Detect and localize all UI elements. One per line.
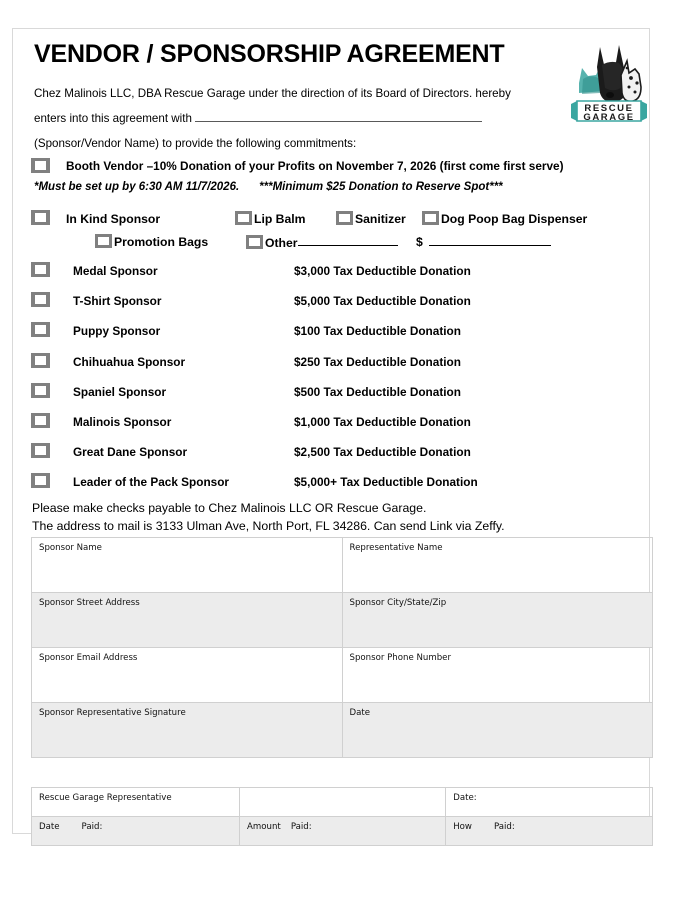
lip-balm-label: Lip Balm bbox=[254, 211, 306, 226]
dog-poop-bag-dispenser-option[interactable] bbox=[422, 211, 587, 226]
tier-name: T-Shirt Sponsor bbox=[73, 294, 162, 309]
field-how-paid[interactable] bbox=[446, 817, 653, 846]
document-page bbox=[12, 28, 650, 834]
table-row bbox=[32, 703, 653, 758]
other-label: Other bbox=[265, 235, 298, 250]
in-kind-sponsor-label: In Kind Sponsor bbox=[66, 211, 161, 226]
rescue-garage-logo bbox=[569, 35, 649, 129]
field-sponsor-street-address[interactable]: Sponsor Street Address bbox=[32, 593, 343, 648]
tier-checkbox-medal[interactable] bbox=[31, 262, 50, 277]
sponsor-info-table bbox=[31, 537, 653, 758]
tier-checkbox-leader-of-the-pack[interactable] bbox=[31, 473, 50, 488]
field-amount-paid[interactable] bbox=[240, 817, 446, 846]
field-date-paid[interactable] bbox=[32, 817, 240, 846]
promotion-bags-option[interactable] bbox=[95, 234, 208, 249]
field-representative-name[interactable]: Representative Name bbox=[342, 538, 653, 593]
tier-checkbox-spaniel[interactable] bbox=[31, 383, 50, 398]
field-sponsor-city-state-zip[interactable]: Sponsor City/State/Zip bbox=[342, 593, 653, 648]
field-rescue-garage-representative[interactable]: Rescue Garage Representative bbox=[32, 788, 240, 817]
tier-amount: $100 Tax Deductible Donation bbox=[294, 324, 461, 339]
booth-note-minimum: ***Minimum $25 Donation to Reserve Spot*** bbox=[259, 181, 503, 193]
intro-line-2 bbox=[34, 106, 579, 131]
tier-amount: $3,000 Tax Deductible Donation bbox=[294, 264, 471, 278]
logo-text-line2: GARAGE bbox=[583, 112, 635, 123]
tier-row-puppy[interactable] bbox=[31, 319, 631, 349]
sanitizer-label: Sanitizer bbox=[355, 211, 406, 226]
promotion-bags-label: Promotion Bags bbox=[114, 234, 209, 249]
field-sponsor-name[interactable]: Sponsor Name bbox=[32, 538, 343, 593]
in-kind-sponsor-checkbox[interactable] bbox=[31, 210, 50, 225]
dog-poop-bag-dispenser-checkbox[interactable] bbox=[422, 211, 439, 225]
tier-amount: $250 Tax Deductible Donation bbox=[294, 354, 461, 369]
in-kind-sponsor-option[interactable] bbox=[31, 211, 160, 226]
office-use-table bbox=[31, 787, 653, 846]
tier-checkbox-puppy[interactable] bbox=[31, 322, 50, 337]
tier-row-spaniel[interactable] bbox=[31, 380, 631, 410]
field-sponsor-email-address[interactable]: Sponsor Email Address bbox=[32, 648, 343, 703]
in-kind-row-2 bbox=[31, 234, 636, 257]
other-text-blank[interactable] bbox=[298, 234, 398, 246]
in-kind-row-1 bbox=[31, 211, 636, 234]
table-row bbox=[32, 817, 653, 846]
tier-name: Malinois Sponsor bbox=[73, 414, 172, 429]
tier-checkbox-malinois[interactable] bbox=[31, 413, 50, 428]
tier-name: Leader of the Pack Sponsor bbox=[73, 475, 230, 490]
lip-balm-option[interactable] bbox=[235, 211, 305, 226]
logo-banner bbox=[571, 101, 647, 123]
sponsor-vendor-name-blank[interactable] bbox=[195, 109, 482, 122]
payment-line-2: The address to mail is 3133 Ulman Ave, North Port, FL 34286. Can send Link via Zeffy. bbox=[32, 518, 505, 533]
booth-vendor-note bbox=[34, 181, 503, 193]
in-kind-amount-field[interactable] bbox=[416, 234, 551, 249]
dog-poop-bag-dispenser-label: Dog Poop Bag Dispenser bbox=[441, 211, 588, 226]
table-row bbox=[32, 538, 653, 593]
intro-paragraph bbox=[34, 81, 579, 156]
tier-row-leader-of-the-pack[interactable] bbox=[31, 470, 631, 500]
table-row bbox=[32, 648, 653, 703]
tier-checkbox-chihuahua[interactable] bbox=[31, 353, 50, 368]
amount-paid-label-b: Paid: bbox=[290, 822, 312, 832]
field-signature-date[interactable]: Date bbox=[342, 703, 653, 758]
how-paid-label-a: How bbox=[453, 822, 472, 832]
field-rescue-garage-representative-signature[interactable] bbox=[240, 788, 446, 817]
tier-checkbox-tshirt[interactable] bbox=[31, 292, 50, 307]
lip-balm-checkbox[interactable] bbox=[235, 211, 252, 225]
tier-name: Medal Sponsor bbox=[73, 264, 158, 278]
tier-name: Spaniel Sponsor bbox=[73, 384, 167, 399]
payment-line-1: Please make checks payable to Chez Malinois LLC OR Rescue Garage. bbox=[32, 501, 427, 515]
tier-amount: $1,000 Tax Deductible Donation bbox=[294, 414, 471, 429]
payment-instructions bbox=[32, 500, 505, 535]
table-row bbox=[32, 788, 653, 817]
table-row bbox=[32, 593, 653, 648]
date-paid-label-a: Date bbox=[39, 822, 60, 832]
intro-line-2-text: enters into this agreement with bbox=[34, 112, 192, 125]
tier-checkbox-great-dane[interactable] bbox=[31, 443, 50, 458]
tier-name: Puppy Sponsor bbox=[73, 324, 161, 339]
field-rescue-garage-date[interactable]: Date: bbox=[446, 788, 653, 817]
tier-amount: $500 Tax Deductible Donation bbox=[294, 384, 461, 399]
in-kind-section bbox=[31, 211, 636, 257]
tier-row-great-dane[interactable] bbox=[31, 440, 631, 470]
tier-name: Chihuahua Sponsor bbox=[73, 354, 186, 369]
tier-amount: $5,000+ Tax Deductible Donation bbox=[294, 475, 478, 490]
tier-amount: $5,000 Tax Deductible Donation bbox=[294, 294, 471, 309]
intro-line-3: (Sponsor/Vendor Name) to provide the following commitments: bbox=[34, 137, 357, 150]
tier-amount: $2,500 Tax Deductible Donation bbox=[294, 445, 471, 460]
tier-row-chihuahua[interactable] bbox=[31, 350, 631, 380]
in-kind-amount-blank[interactable] bbox=[429, 234, 551, 246]
tier-row-tshirt[interactable] bbox=[31, 289, 631, 319]
amount-paid-label-a: Amount bbox=[247, 822, 281, 832]
tier-row-malinois[interactable] bbox=[31, 410, 631, 440]
dollar-sign: $ bbox=[416, 235, 423, 249]
sanitizer-checkbox[interactable] bbox=[336, 211, 353, 225]
field-sponsor-phone-number[interactable]: Sponsor Phone Number bbox=[342, 648, 653, 703]
tier-row-medal[interactable] bbox=[31, 259, 631, 289]
dalmatian-icon bbox=[621, 61, 641, 101]
sponsor-tier-list bbox=[31, 259, 631, 501]
page-title: VENDOR / SPONSORSHIP AGREEMENT bbox=[34, 40, 505, 68]
sanitizer-option[interactable] bbox=[336, 211, 406, 226]
tier-name: Great Dane Sponsor bbox=[73, 445, 188, 460]
other-option[interactable] bbox=[246, 234, 398, 250]
other-checkbox[interactable] bbox=[246, 235, 263, 249]
logo-text-line1: RESCUE bbox=[584, 103, 634, 114]
promotion-bags-checkbox[interactable] bbox=[95, 234, 112, 248]
intro-line-1: Chez Malinois LLC, DBA Rescue Garage under the direction of its Board of Directors. hereby bbox=[34, 87, 511, 100]
field-sponsor-representative-signature[interactable]: Sponsor Representative Signature bbox=[32, 703, 343, 758]
booth-note-setup: *Must be set up by 6:30 AM 11/7/2026. bbox=[34, 181, 240, 193]
date-paid-label-b: Paid: bbox=[81, 822, 103, 832]
booth-vendor-label: Booth Vendor –10% Donation of your Profits on November 7, 2026 (first come first serve) bbox=[66, 159, 564, 173]
document-content bbox=[13, 29, 649, 833]
booth-vendor-checkbox[interactable] bbox=[31, 158, 50, 173]
booth-vendor-option[interactable] bbox=[31, 159, 564, 174]
how-paid-label-b: Paid: bbox=[493, 822, 515, 832]
